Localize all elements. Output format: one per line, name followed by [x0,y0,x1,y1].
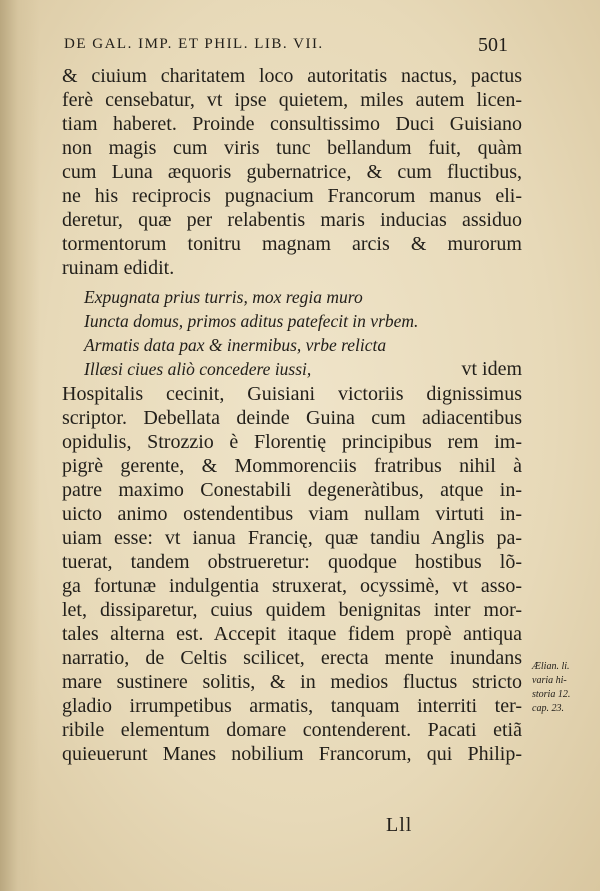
running-head: DE GAL. IMP. ET PHIL. LIB. VII. [64,36,324,52]
text-line: let, dissiparetur, cuius quidem benignitas inter mor- [62,599,522,621]
text-line: gladio irrumpetibus armatis, tanquam interriti ter- [62,695,522,717]
text-line: ne his reciprocis pugnacium Francorum manus eli- [62,185,522,207]
margin-note [532,660,596,716]
verse-line [62,357,522,381]
text-line: non magis cum viris tunc bellandum fuit, quàm [62,137,522,159]
text-line: opidulis, Strozzio è Florentię principibus rem im- [62,431,522,453]
page-number: 501 [478,34,508,56]
text-line: scriptor. Debellata deinde Guina cum adiacentibus [62,407,522,429]
text-line: patre maximo Conestabili degeneràtibus, atque in- [62,479,522,501]
text-line: tales alterna est. Accepit itaque fidem propè antiqua [62,623,522,645]
verse-text: Armatis data pax & inermibus, vrbe relicta [84,335,387,355]
verse-trailing-text: vt idem [461,358,522,380]
signature-mark: Lll [386,814,413,836]
margin-note-line: cap. 23. [532,703,564,714]
text-line: pigrè gerente, & Mommorenciis fratribus nihil à [62,455,522,477]
margin-note-line: varia hi- [532,675,567,686]
text-line: & ciuium charitatem loco autoritatis nactus, pactus [62,65,522,87]
verse-line [62,333,522,357]
verse-quotation [62,285,522,381]
text-line: quieuerunt Manes nobilium Francorum, qui Philip- [62,743,522,765]
text-line: tiam haberet. Proinde consultissimo Duci Guisiano [62,113,522,135]
text-line: cum Luna æquoris gubernatrice, & cum fluctibus, [62,161,522,183]
text-line: deretur, quæ per relabentis maris inducias assiduo [62,209,522,231]
verse-line [62,309,522,333]
text-line: tormentorum tonitru magnam arcis & murorum [62,233,522,255]
text-line: tuerat, tandem obstrueretur: quodque hostibus lõ- [62,551,522,573]
paragraph-1 [62,64,522,280]
text-line: ribile elementum domare contenderent. Pacati etiã [62,719,522,741]
verse-text: Iuncta domus, primos aditus patefecit in vrbem. [84,311,419,331]
margin-note-line: Ælian. li. [532,661,570,672]
verse-text: Expugnata prius turris, mox regia muro [84,287,363,307]
main-text-block [62,64,522,766]
verse-line [62,285,522,309]
text-line: Hospitalis cecinit, Guisiani victoriis dignissimus [62,383,522,405]
binding-gutter-shadow [0,0,40,891]
text-line: uicto animo ostendentibus viam nullam virtuti in- [62,503,522,525]
text-line: ga fortunæ indulgentia struxerat, ocyssimè, vt asso- [62,575,522,597]
text-line: ruinam edidit. [62,257,175,279]
text-line: mare sustinere solitis, & in medios fluctus stricto [62,671,522,693]
text-line: narratio, de Celtis scilicet, erecta mente inundans [62,647,522,669]
text-line: ferè censebatur, vt ipse quietem, miles autem licen- [62,89,522,111]
text-line: uiam esse: vt ianua Francię, quæ tandiu Anglis pa- [62,527,522,549]
paragraph-2 [62,382,522,766]
margin-note-line: storia 12. [532,689,571,700]
verse-text: Illæsi ciues aliò concedere iussi, [84,359,312,379]
